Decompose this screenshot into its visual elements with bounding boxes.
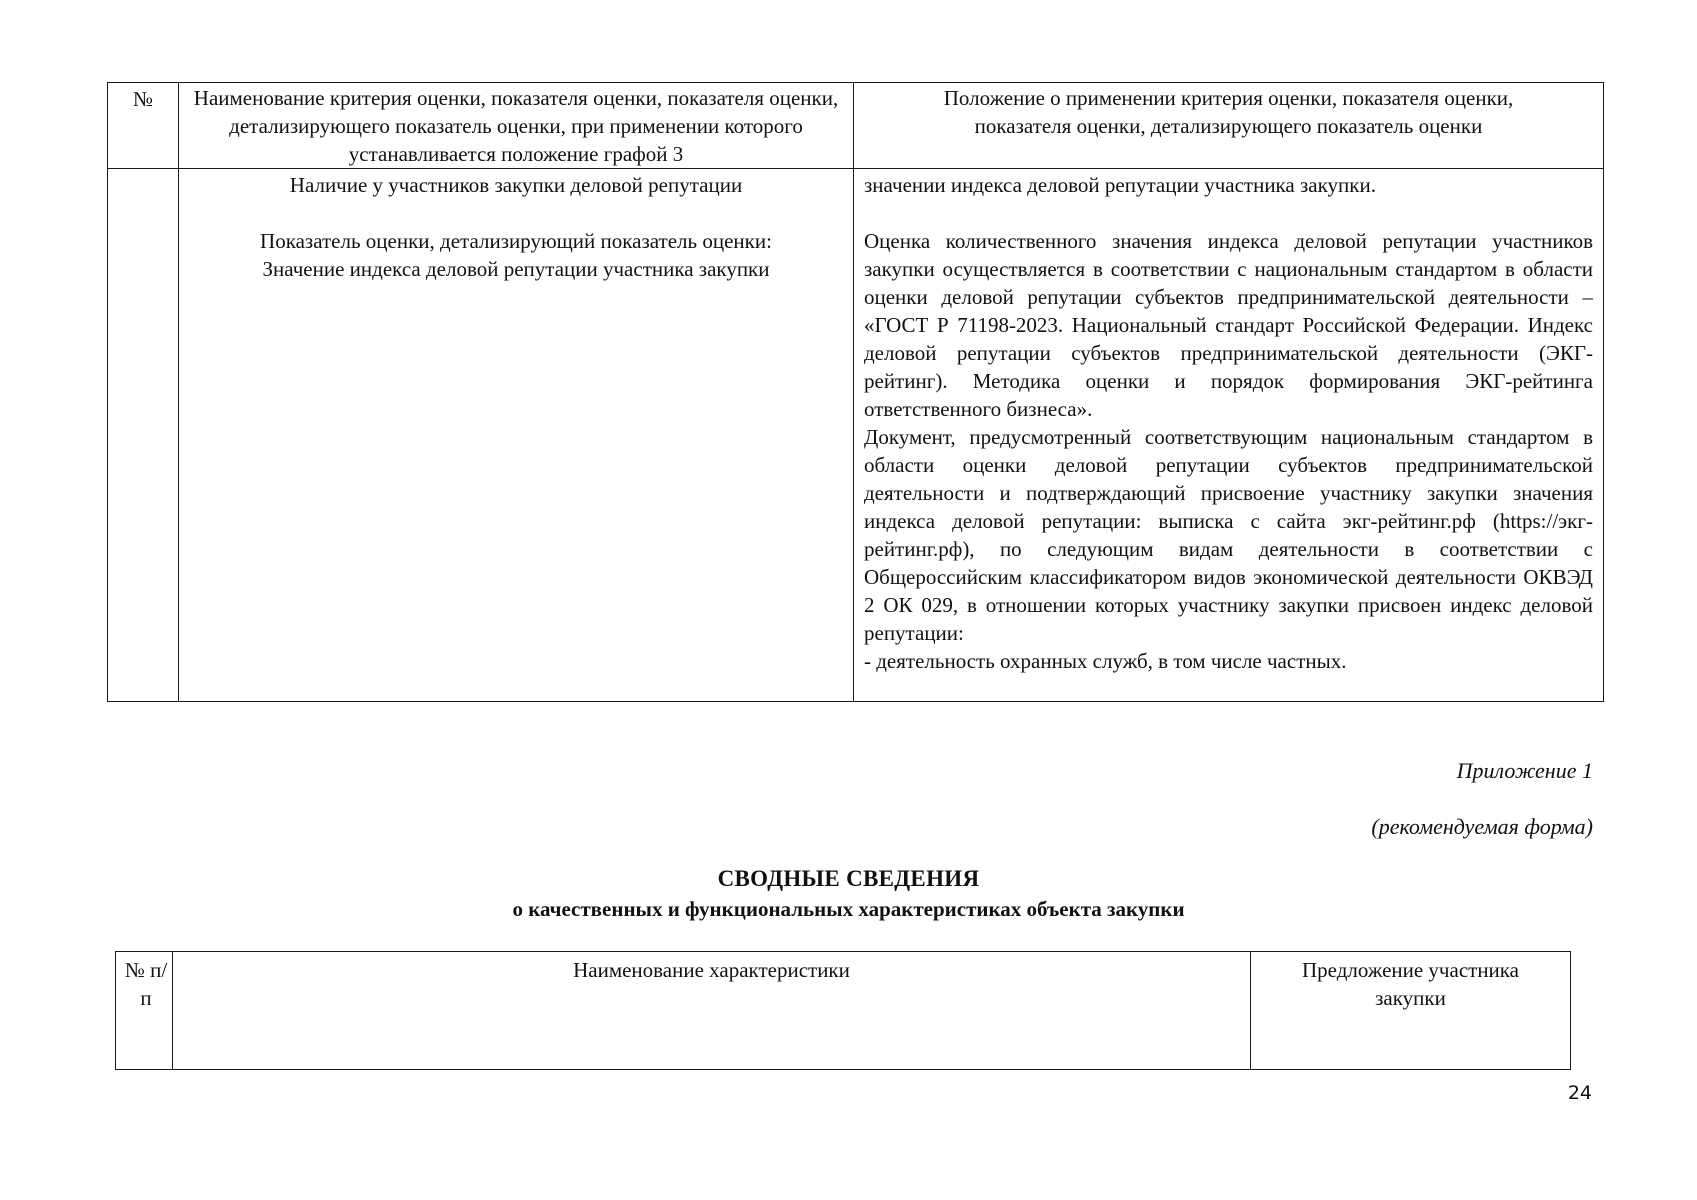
summary-subtitle: о качественных и функциональных характеристиках объекта закупки <box>512 897 1185 921</box>
annex-number: Приложение 1 <box>1456 758 1593 783</box>
criteria-row-provision-cell <box>854 169 1604 702</box>
provision-paragraph-3: Документ, предусмотренный соответствующим национальным стандартом в области оценки деловой репутации субъектов предпринимательской деятельности и подтверждающий присвоение участнику закупки значения индекса деловой репутации: выписка с сайта экг-рейтинг.рф (https://экг-рейтинг.рф), по следующим видам деятельности в соответствии с Общероссийским классификатором видов экономической деятельности ОКВЭД 2 ОК 029, в отношении которых участнику закупки присвоен индекс деловой репутации: <box>864 425 1593 645</box>
criteria-row-name-cell <box>179 169 854 702</box>
criteria-header-num: № <box>108 83 179 169</box>
summary-table-header-row <box>116 952 1571 1070</box>
summary-header-offer: Предложение участника закупки <box>1251 952 1571 1070</box>
annex-form-note: (рекомендуемая форма) <box>1371 814 1593 839</box>
provision-paragraph-4: - деятельность охранных служб, в том числе частных. <box>864 649 1347 673</box>
summary-header-num: № п/п <box>116 952 173 1070</box>
table-row <box>108 169 1604 702</box>
indicator-label: Показатель оценки, детализирующий показатель оценки: <box>260 229 772 253</box>
provision-paragraph-2: Оценка количественного значения индекса деловой репутации участников закупки осуществляется в соответствии с национальным стандартом в области оценки деловой репутации субъектов предпринимательской деятельности – «ГОСТ Р 71198-2023. Национальный стандарт Российской Федерации. Индекс деловой репутации субъектов предпринимательской деятельности (ЭКГ-рейтинг). Методика оценки и порядок формирования ЭКГ-рейтинга ответственного бизнеса». <box>864 229 1593 421</box>
criteria-row-num <box>108 169 179 702</box>
summary-title: СВОДНЫЕ СВЕДЕНИЯ <box>717 866 980 891</box>
criteria-table <box>107 82 1604 702</box>
criteria-header-provision: Положение о применении критерия оценки, показателя оценки, показателя оценки, детализирующего показатель оценки <box>854 83 1604 169</box>
indicator-value: Значение индекса деловой репутации участника закупки <box>262 257 770 281</box>
criteria-table-header-row <box>108 83 1604 169</box>
criterion-title: Наличие у участников закупки деловой репутации <box>289 173 743 197</box>
provision-paragraph-1: значении индекса деловой репутации участника закупки. <box>864 173 1376 197</box>
summary-table <box>115 951 1571 1070</box>
page-number: 24 <box>1567 1082 1592 1104</box>
summary-header-name: Наименование характеристики <box>173 952 1251 1070</box>
criteria-header-name: Наименование критерия оценки, показателя оценки, показателя оценки, детализирующего показатель оценки, при применении которого устанавливается положение графой 3 <box>179 83 854 169</box>
